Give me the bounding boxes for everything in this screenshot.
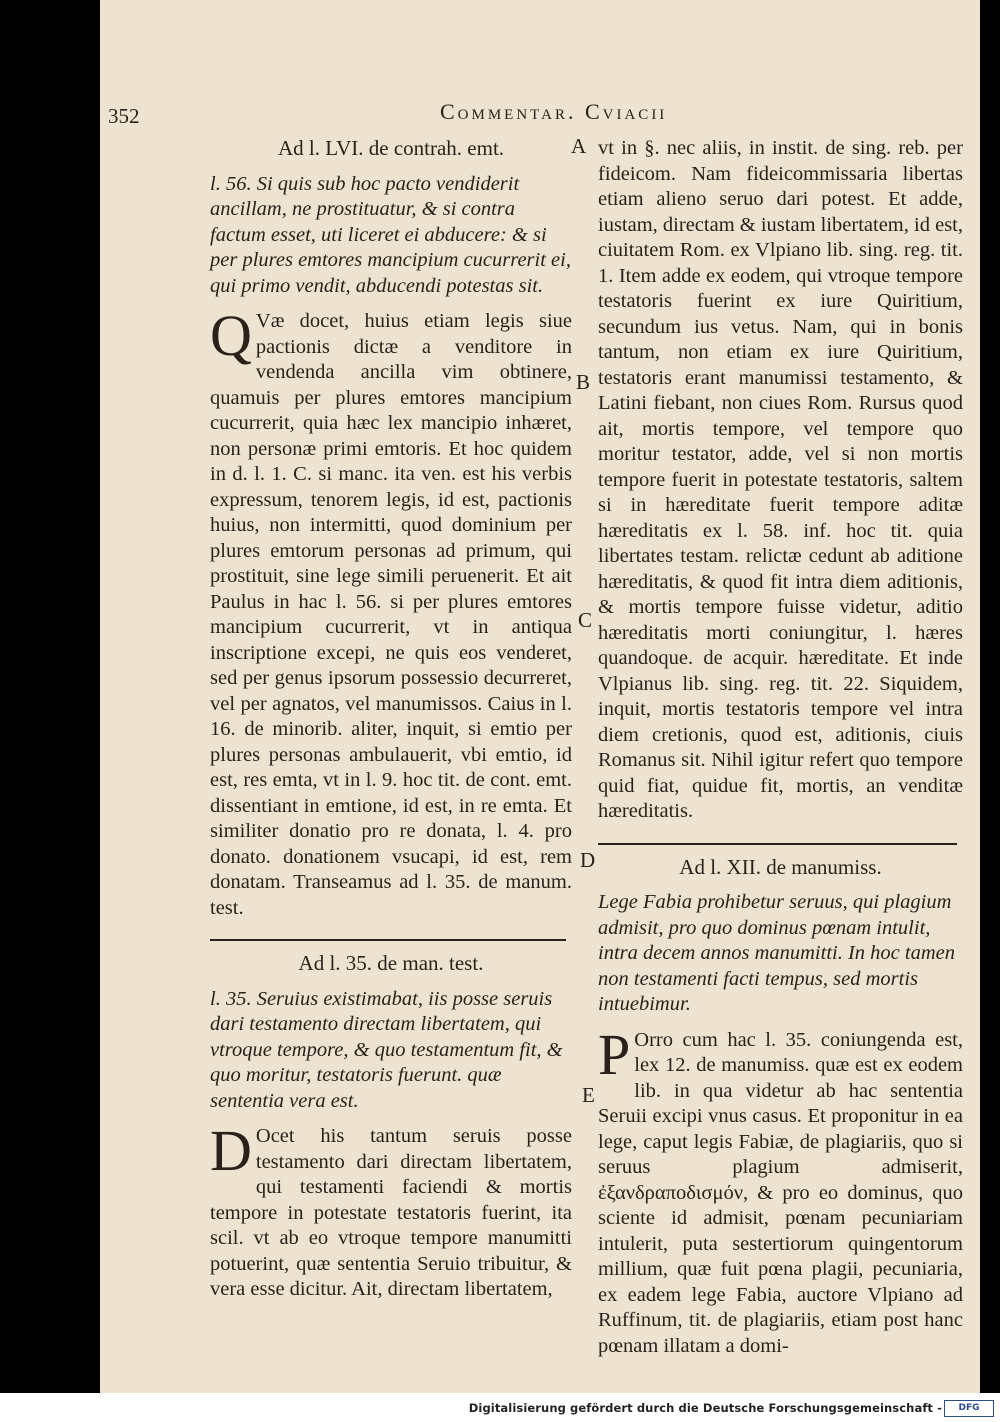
- left-column: [210, 136, 572, 1303]
- dropcap-initial: P: [598, 1021, 631, 1087]
- section-divider: [210, 939, 566, 941]
- law-text: l. 56. Si quis sub hoc pacto vendiderit ancillam, ne prostituatur, & si contra factum esset, uti liceret ei abducere: & si per plures emtores mancipium cucurrerit ei, qui primo vendit, abducendi potestas sit.: [210, 172, 571, 297]
- section-heading: Ad l. 35. de man. test.: [298, 951, 484, 975]
- margin-letter-e: E: [582, 1083, 595, 1107]
- commentary-text: D Ocet his tantum seruis posse testamento dari directam libertatem, qui testamenti faciendi & mortis tempore in potestate testatoris fuerint, ita scil. vt ab eo vtroque tempore manumitti potuerint, quæ sententia Seruio tribuitur, & vera esse dicitur. Ait, directam libertatem,: [210, 1118, 572, 1300]
- footer-bar: [0, 1393, 1000, 1422]
- continuation-text: vt in §. nec aliis, in instit. de sing. reb. per fideicom. Nam fideicommissaria libertas etiam alieno seruo dari potest. Et adde, iustam, directam & iustam libertatem, id est, ciuitatem Rom. ex Vlpiano lib. sing. reg. tit. 1. Item adde ex eodem, qui vtroque tempore testatoris fuerint ex iure Quiritium, secundum ius vetus. Nam, qui in bonis tantum, non etiam ex iure Quiritium, testatoris erant manumissi testamento, & Latini fiebant, non ciues Rom. Rursus quod ait, mortis tempore, vel tempore quo moritur testator, adde, vel si non mortis tempore fuerit in potestate testatoris, saltem si in hæreditate fuerit tempore aditæ hæreditatis ex l. 58. inf. hoc tit. quia libertates testam. relictæ cedunt ab aditione hæreditatis, & quod fit intra diem aditionis, & mortis tempore fuisse videtur, aditio hæreditatis morti coniungitur, l. hæres quandoque. de acquir. hæreditate. Et inde Vlpianus lib. sing. reg. tit. 22. Siquidem, inquit, mortis testatoris tempore vel intra diem cretionis, quod est, aditionis, ciuis Romanus sit. Nihil igitur refert quo tempore quid fiat, quidue fit, mortis, an venditæ hæreditatis.: [598, 137, 963, 822]
- right-column: [598, 136, 963, 1359]
- margin-letter-c: C: [578, 608, 593, 632]
- law-text: l. 35. Seruius existimabat, iis posse seruis dari testamento directam libertatem, qui vtroque tempore, & quo testamentum fit, & quo moritur, testatoris fuerunt. quæ sententia vera est.: [210, 987, 563, 1112]
- margin-letter-b: B: [576, 370, 591, 394]
- law-text: Lege Fabia prohibetur seruus, qui plagium admisit, pro quo dominus pœnam intulit, intra decem annos manumitti. In hoc tamen non testamenti facti tempus, sed mortis intuebimur.: [598, 891, 955, 1015]
- page-number: 352: [108, 104, 140, 128]
- commentary-text: Q Væ docet, huius etiam legis siue pactionis dictæ a venditore in vendenda ancilla vim obtinere, quamuis per plures emtores mancipium cucurrerit, quia hæc lex mancipio inhæret, non personæ primi emtoris. Et hoc quidem in d. l. 1. C. si manc. ita ven. est his verbis expressum, tenorem legis, id est, pactionis huius, non intermitti, quod dominium per plures emtorum personas ad primum, qui prostituit, sine lege simili peruenerit. Et ait Paulus in hac l. 56. si per plures emtores mancipium cucurrerit, vt in antiqua inscriptione excepi, ne quis eos venderet, sed per genus ipsorum possessio decurreret, vel per agnatos, vel manumissos. Caius in l. 16. de minorib. aliter, inquit, si emtio per plures personas ambulauerit, vbi emtio, id est, res emta, vt in l. 9. hoc tit. de cont. emt. dissentiant in emtione, id est, in re emta. Et similiter donatio pro re donata, l. 4. pro donato. donationem vsucapi, id est, rem donatam. Transeamus ad l. 35. de manum. test.: [210, 303, 572, 919]
- dropcap-initial: Q: [210, 303, 252, 368]
- dfg-logo: DFG: [944, 1400, 994, 1417]
- section-heading: Ad l. LVI. de contrah. emt.: [277, 136, 505, 160]
- section-heading: Ad l. XII. de manumiss.: [679, 854, 882, 879]
- running-head: Commentar. Cviacii: [440, 99, 668, 124]
- margin-letter-a: A: [571, 134, 587, 158]
- margin-letter-d: D: [580, 848, 596, 872]
- commentary-text: P Orro cum hac l. 35. coniungenda est, lex 12. de manumiss. quæ est ex eodem lib. in qua videtur ab hac sententia Seruii excipi vnus casus. Et proponitur in ea lege, caput legis Fabiæ, de plagiariis, quo si seruus plagium admiserit, ἐξανδραποδισμόν, & pro eo dominus, quo sciente id admisit, pœnam pecuniariam intulerit, puta sestertiorum quingentorum millium, quæ fuit pœna plagii, pecuniaria, ex eadem lege Fabia, auctore Vlpiano ad Ruffinum, tit. de plagiariis, etiam post hanc pœnam illatam a domi-: [598, 1021, 963, 1357]
- funding-notice: Digitalisierung gefördert durch die Deutsche Forschungsgemeinschaft -: [468, 1401, 942, 1415]
- section-divider: [598, 843, 957, 845]
- dropcap-initial: D: [210, 1118, 252, 1183]
